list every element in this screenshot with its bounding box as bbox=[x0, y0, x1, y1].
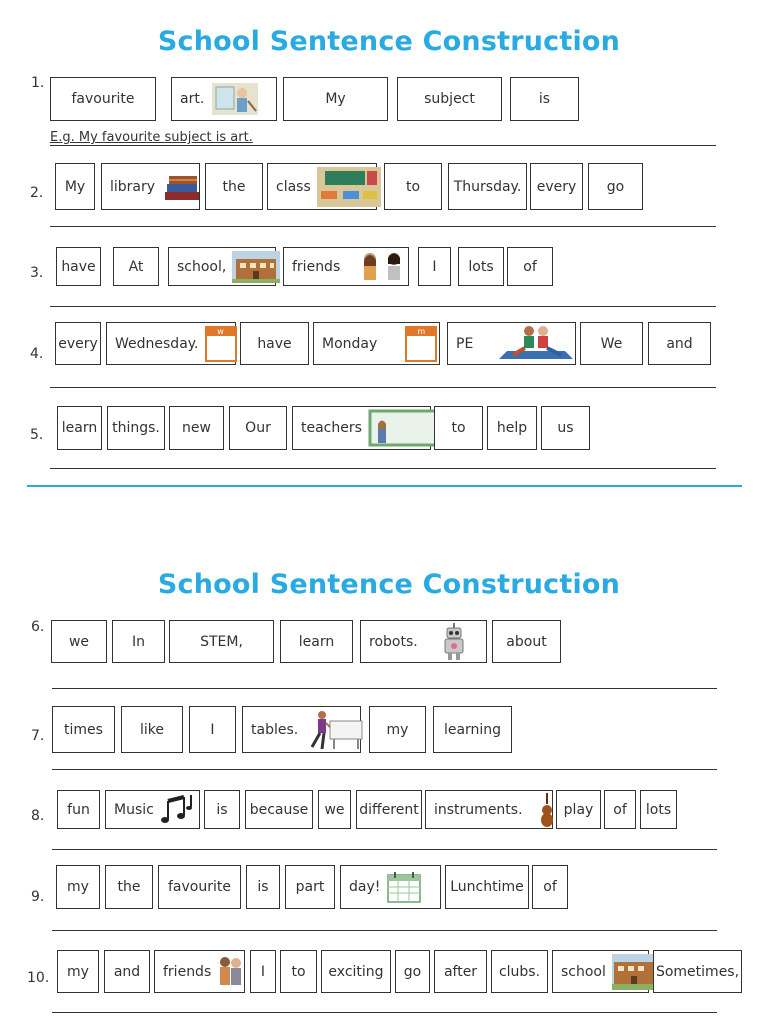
pe-kids-image bbox=[495, 325, 577, 363]
word-card-label: school, bbox=[177, 258, 227, 275]
answer-line-2[interactable] bbox=[50, 226, 716, 227]
word-card[interactable]: to bbox=[280, 950, 317, 993]
books-image bbox=[161, 170, 203, 204]
word-card[interactable]: favourite bbox=[158, 865, 241, 909]
word-card[interactable]: STEM, bbox=[169, 620, 274, 663]
word-card[interactable]: go bbox=[395, 950, 430, 993]
word-card[interactable]: new bbox=[169, 406, 224, 450]
word-card-library[interactable] bbox=[101, 163, 200, 210]
calendar-icon bbox=[386, 870, 422, 904]
word-card-instruments[interactable] bbox=[425, 790, 553, 829]
word-card-label: PE bbox=[456, 335, 474, 352]
word-card[interactable]: play bbox=[556, 790, 601, 829]
word-card[interactable]: clubs. bbox=[491, 950, 548, 993]
word-card-label: instruments. bbox=[434, 801, 523, 818]
word-card-label: school bbox=[561, 963, 606, 980]
word-card-music[interactable] bbox=[105, 790, 200, 829]
word-card-friends[interactable] bbox=[283, 247, 409, 286]
word-card[interactable]: we bbox=[318, 790, 351, 829]
question-number-3: 3. bbox=[30, 265, 44, 281]
word-card-robots[interactable] bbox=[360, 620, 487, 663]
worksheet-title-2: School Sentence Construction bbox=[157, 569, 621, 600]
answer-line-6[interactable] bbox=[52, 688, 717, 689]
word-card[interactable]: of bbox=[532, 865, 568, 909]
question-number-9: 9. bbox=[31, 889, 45, 905]
word-card-day[interactable] bbox=[340, 865, 441, 909]
question-number-7: 7. bbox=[31, 728, 45, 744]
word-card-art[interactable] bbox=[171, 77, 277, 121]
answer-line-4[interactable] bbox=[50, 387, 716, 388]
word-card[interactable]: We bbox=[580, 322, 643, 365]
word-card[interactable]: things. bbox=[107, 406, 165, 450]
robot-image bbox=[440, 622, 468, 662]
word-card[interactable]: to bbox=[384, 163, 442, 210]
word-card[interactable]: Lunchtime bbox=[445, 865, 529, 909]
word-card[interactable]: the bbox=[105, 865, 153, 909]
word-card-class[interactable] bbox=[267, 163, 377, 210]
word-card[interactable]: I bbox=[418, 247, 451, 286]
word-card[interactable]: Our bbox=[229, 406, 287, 450]
word-card[interactable]: like bbox=[121, 706, 183, 753]
answer-line-5[interactable] bbox=[50, 468, 716, 469]
word-card[interactable]: is bbox=[204, 790, 240, 829]
calendar-letter-m: m bbox=[417, 326, 426, 336]
word-card[interactable]: different bbox=[356, 790, 422, 829]
question-number-10: 10. bbox=[27, 970, 50, 986]
school-building-image bbox=[612, 954, 656, 990]
word-card[interactable]: At bbox=[113, 247, 159, 286]
school-building-image bbox=[232, 251, 280, 283]
word-card[interactable]: and bbox=[104, 950, 150, 993]
word-card[interactable]: favourite bbox=[50, 77, 156, 121]
word-card[interactable]: every bbox=[530, 163, 583, 210]
word-card[interactable]: exciting bbox=[321, 950, 391, 993]
question-number-4: 4. bbox=[30, 346, 44, 362]
violin-icon bbox=[539, 792, 555, 828]
word-card[interactable]: My bbox=[55, 163, 95, 210]
word-card[interactable]: to bbox=[434, 406, 483, 450]
word-card[interactable]: learn bbox=[280, 620, 353, 663]
question-number-6: 6. bbox=[31, 619, 45, 635]
girls-friends-image bbox=[217, 955, 243, 989]
word-card[interactable]: about bbox=[492, 620, 561, 663]
word-card[interactable]: we bbox=[51, 620, 107, 663]
word-card[interactable]: lots bbox=[640, 790, 677, 829]
word-card-monday[interactable] bbox=[313, 322, 440, 365]
word-card-label: Music bbox=[114, 801, 154, 818]
word-card[interactable]: of bbox=[507, 247, 553, 286]
word-card-label: library bbox=[110, 178, 156, 195]
word-card[interactable]: us bbox=[541, 406, 590, 450]
word-card[interactable]: learn bbox=[57, 406, 102, 450]
section-divider bbox=[27, 485, 742, 487]
word-card[interactable]: my bbox=[56, 865, 100, 909]
word-card[interactable]: the bbox=[205, 163, 263, 210]
word-card-pe[interactable] bbox=[447, 322, 576, 365]
word-card[interactable]: My bbox=[283, 77, 388, 121]
word-card-label: day! bbox=[349, 879, 381, 895]
word-card-label: class bbox=[276, 178, 311, 195]
worksheet-title-1: School Sentence Construction bbox=[157, 26, 621, 57]
word-card[interactable]: and bbox=[648, 322, 711, 365]
boy-pushing-board-image bbox=[304, 709, 366, 751]
word-card[interactable]: of bbox=[604, 790, 636, 829]
word-card[interactable]: part bbox=[285, 865, 335, 909]
question-number-1: 1. bbox=[31, 75, 45, 91]
word-card[interactable]: my bbox=[369, 706, 426, 753]
classroom-image bbox=[317, 167, 381, 207]
answer-line-3[interactable] bbox=[50, 306, 716, 307]
word-card-label: art. bbox=[180, 91, 205, 107]
word-card-school-2[interactable] bbox=[552, 950, 649, 993]
word-card[interactable]: help bbox=[487, 406, 537, 450]
word-card[interactable]: is bbox=[510, 77, 579, 121]
answer-line-8[interactable] bbox=[52, 849, 717, 850]
painting-kid-image bbox=[210, 81, 260, 117]
word-card[interactable]: I bbox=[189, 706, 236, 753]
word-card-label: Monday bbox=[322, 335, 378, 352]
word-card-label: friends bbox=[292, 258, 341, 275]
word-card-friends-2[interactable] bbox=[154, 950, 245, 993]
answer-line-9[interactable] bbox=[52, 930, 717, 931]
calendar-letter-w: w bbox=[217, 326, 224, 336]
word-card[interactable]: Thursday. bbox=[448, 163, 527, 210]
word-card[interactable]: In bbox=[112, 620, 165, 663]
answer-line-10[interactable] bbox=[52, 1012, 717, 1013]
word-card[interactable]: every bbox=[55, 322, 101, 365]
word-card-label: tables. bbox=[251, 721, 299, 738]
word-card[interactable]: after bbox=[434, 950, 487, 993]
word-card[interactable]: because bbox=[245, 790, 313, 829]
word-card[interactable]: Sometimes, bbox=[653, 950, 742, 993]
word-card-label: Wednesday. bbox=[115, 335, 199, 352]
word-card-wednesday[interactable] bbox=[106, 322, 236, 365]
word-card[interactable]: I bbox=[250, 950, 276, 993]
word-card[interactable]: lots bbox=[458, 247, 504, 286]
calendar-w-icon bbox=[205, 326, 237, 362]
question-number-2: 2. bbox=[30, 185, 44, 201]
word-card[interactable]: go bbox=[588, 163, 643, 210]
word-card[interactable]: times bbox=[52, 706, 115, 753]
word-card[interactable]: my bbox=[57, 950, 99, 993]
word-card-label: robots. bbox=[369, 633, 418, 650]
word-card[interactable]: subject bbox=[397, 77, 502, 121]
question-number-5: 5. bbox=[30, 427, 44, 443]
word-card-label: teachers bbox=[301, 420, 362, 436]
word-card[interactable]: is bbox=[246, 865, 280, 909]
word-card[interactable]: have bbox=[240, 322, 309, 365]
calendar-m-icon bbox=[405, 326, 437, 362]
answer-line-7[interactable] bbox=[52, 769, 717, 770]
music-notes-icon bbox=[160, 793, 196, 827]
teacher-whiteboard-image bbox=[368, 409, 440, 447]
answer-line-1[interactable] bbox=[50, 145, 716, 146]
word-card-label: friends bbox=[163, 963, 212, 980]
example-answer: E.g. My favourite subject is art. bbox=[50, 130, 253, 145]
word-card-teachers[interactable] bbox=[292, 406, 431, 450]
word-card[interactable]: fun bbox=[57, 790, 100, 829]
two-girls-image bbox=[356, 250, 410, 284]
word-card-school[interactable] bbox=[168, 247, 276, 286]
question-number-8: 8. bbox=[31, 808, 45, 824]
word-card-tables[interactable] bbox=[242, 706, 361, 753]
word-card[interactable]: learning bbox=[433, 706, 512, 753]
word-card[interactable]: have bbox=[56, 247, 101, 286]
